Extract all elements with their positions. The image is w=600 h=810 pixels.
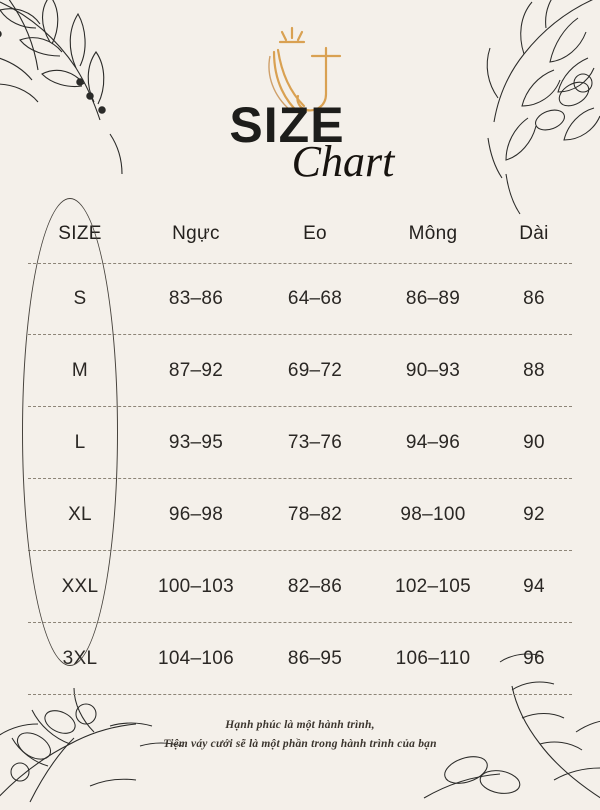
column-header-mong: Mông xyxy=(408,223,458,244)
cell-size: M xyxy=(71,359,89,381)
table-row xyxy=(28,623,572,694)
cell-mong: 98–100 xyxy=(400,503,466,525)
footer-tagline xyxy=(0,716,600,754)
cell-mong: 106–110 xyxy=(395,647,471,669)
table-header-row xyxy=(28,205,572,263)
cell-size: S xyxy=(73,287,87,309)
cell-nguc: 93–95 xyxy=(168,431,224,453)
row-divider xyxy=(28,694,572,695)
title-sub: Chart xyxy=(291,137,395,186)
footer-line-1: Hạnh phúc là một hành trình, xyxy=(225,719,375,732)
table-row xyxy=(28,263,572,334)
cell-size: XL xyxy=(68,503,92,525)
cell-mong: 90–93 xyxy=(405,359,461,381)
table-row xyxy=(28,551,572,622)
cell-eo: 86–95 xyxy=(287,647,343,669)
size-table xyxy=(28,205,572,695)
cell-eo: 78–82 xyxy=(287,503,343,525)
cell-dai: 90 xyxy=(523,431,545,453)
cell-dai: 96 xyxy=(523,647,545,669)
cell-mong: 102–105 xyxy=(394,575,472,597)
table-row xyxy=(28,407,572,478)
cell-nguc: 83–86 xyxy=(168,287,224,309)
column-header-size: SIZE xyxy=(58,223,102,244)
cell-dai: 94 xyxy=(523,575,545,597)
cell-dai: 92 xyxy=(523,503,545,525)
cell-size: L xyxy=(74,431,86,453)
footer-line-2: Tiệm váy cưới sẽ là một phần trong hành trình của bạn xyxy=(163,738,437,751)
cell-nguc: 96–98 xyxy=(168,503,224,525)
cell-mong: 86–89 xyxy=(405,287,461,309)
cell-mong: 94–96 xyxy=(405,431,461,453)
cell-eo: 73–76 xyxy=(287,431,343,453)
cell-dai: 86 xyxy=(523,287,545,309)
column-header-nguc: Ngực xyxy=(172,223,220,244)
cell-eo: 82–86 xyxy=(287,575,343,597)
column-header-eo: Eo xyxy=(303,223,327,244)
cell-dai: 88 xyxy=(523,359,545,381)
cell-nguc: 104–106 xyxy=(157,647,235,669)
cell-size: XXL xyxy=(61,575,99,597)
column-header-dai: Dài xyxy=(519,223,549,244)
cell-eo: 64–68 xyxy=(287,287,343,309)
cell-eo: 69–72 xyxy=(287,359,343,381)
cell-size: 3XL xyxy=(62,647,98,669)
cell-nguc: 100–103 xyxy=(157,575,235,597)
table-row xyxy=(28,479,572,550)
title-main: SIZE xyxy=(229,97,345,153)
page-title xyxy=(0,97,600,186)
cell-nguc: 87–92 xyxy=(168,359,224,381)
table-row xyxy=(28,335,572,406)
